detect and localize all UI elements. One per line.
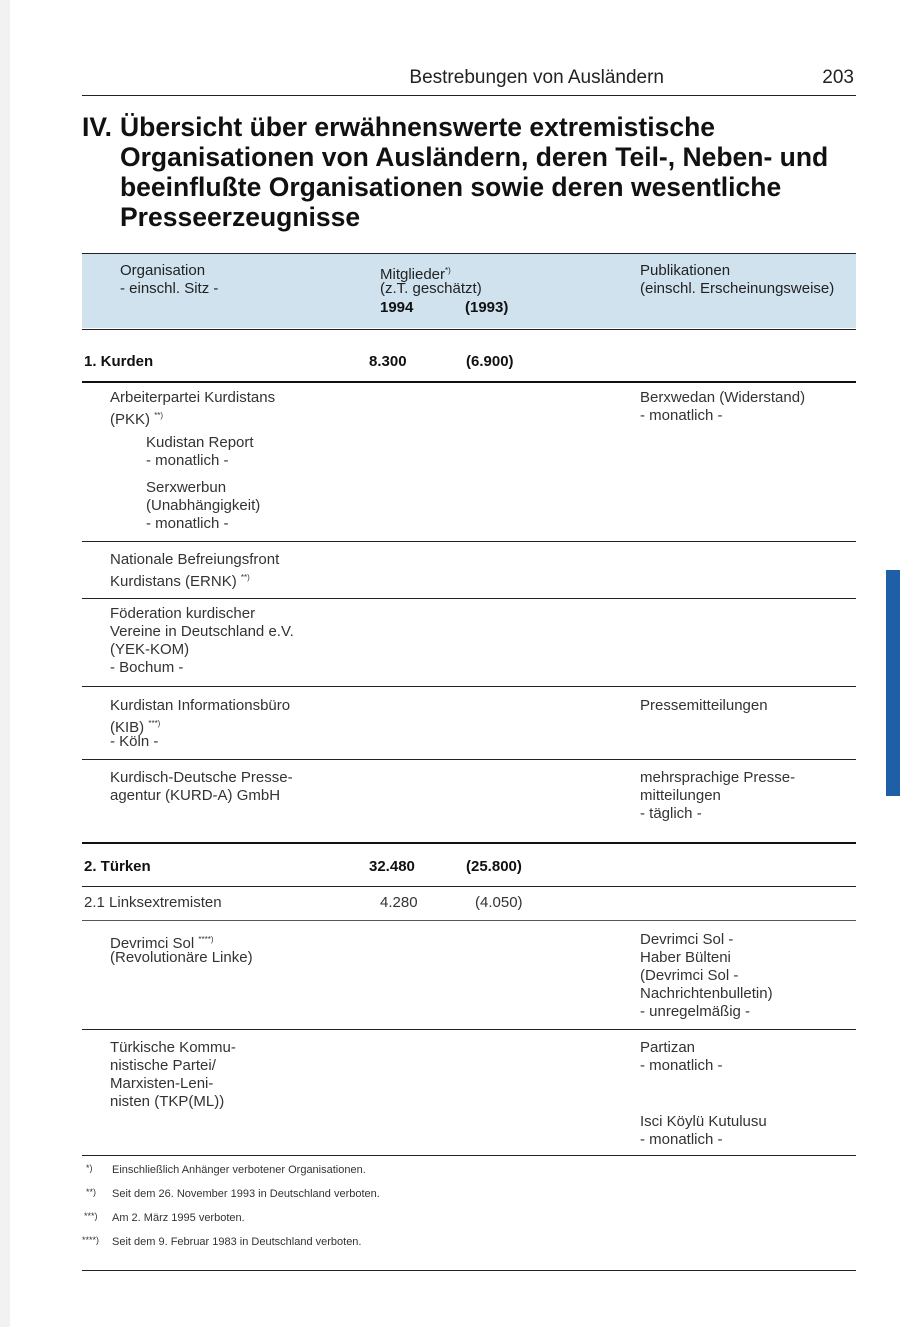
org-abbrev: Kurdistans (ERNK) [110, 573, 237, 590]
col-header-year-1993: (1993) [465, 299, 509, 316]
row-rule [82, 598, 856, 599]
org-name-cont [110, 407, 163, 429]
publication-cont: Haber Bülteni [640, 949, 731, 966]
row-rule [82, 759, 856, 760]
section-members-1994: 32.480 [369, 858, 415, 875]
org-name: Kurdistan Informationsbüro [110, 697, 291, 714]
footnote-text: Seit dem 26. November 1993 in Deutschland verboten. [112, 1188, 380, 1200]
footnote-ref: **) [240, 573, 250, 582]
publication: Isci Köylü Kutulusu [640, 1113, 767, 1130]
table-bottom-rule [82, 1155, 856, 1156]
row-rule [82, 686, 856, 687]
org-seat: - Bochum - [110, 659, 184, 676]
section-rule [82, 381, 856, 383]
publication-frequency: - monatlich - [640, 407, 723, 424]
footnote-mark: *) [86, 1163, 93, 1173]
col-header-year-1994: 1994 [380, 299, 414, 316]
subsection-title: 2.1 Linksextremisten [84, 894, 222, 911]
table-header [82, 254, 856, 328]
org-abbrev: (PKK) [110, 411, 151, 428]
sub-publication: Kudistan Report [146, 434, 254, 451]
org-name-translation: (Revolutionäre Linke) [110, 949, 253, 966]
running-title: Bestrebungen von Ausländern [409, 67, 664, 88]
publication: Partizan [640, 1039, 696, 1056]
org-name: Türkische Kommu- [110, 1039, 236, 1056]
org-name-cont: Marxisten-Leni- [110, 1075, 214, 1092]
publication-translation: (Devrimci Sol - [640, 967, 739, 984]
section-members-1993: (25.800) [466, 858, 522, 875]
sub-publication-translation: (Unabhängigkeit) [146, 497, 261, 514]
sub-publication: Serxwerbun [146, 479, 227, 496]
org-name: Föderation kurdischer [110, 605, 256, 622]
running-head-rule [82, 95, 856, 96]
org-name: Kurdisch-Deutsche Presse- [110, 769, 293, 786]
org-name-cont: agentur (KURD-A) GmbH [110, 787, 281, 804]
publication-frequency: - täglich - [640, 805, 702, 822]
footnote-mark: ***) [84, 1211, 98, 1221]
org-name-text: Devrimci Sol [110, 935, 195, 952]
chapter-heading [82, 112, 842, 237]
col-header-organisation: Organisation [120, 262, 206, 279]
subsection-rule [82, 920, 856, 921]
col-header-members-label: Mitglieder [380, 266, 446, 283]
thumb-index-tab [886, 570, 900, 796]
row-rule [82, 541, 856, 542]
publication-frequency: - monatlich - [640, 1131, 723, 1148]
section-title: 1. Kurden [84, 353, 154, 370]
org-name-cont: nistische Partei/ [110, 1057, 216, 1074]
subsection-members-1994: 4.280 [380, 894, 418, 911]
footnote-text: Einschließlich Anhänger verbotener Organisationen. [112, 1164, 366, 1176]
org-seat: - Köln - [110, 733, 159, 750]
col-header-members-sub: (z.T. geschätzt) [380, 280, 482, 297]
publication-frequency: - unregelmäßig - [640, 1003, 751, 1020]
footnote-ref: **) [154, 411, 164, 420]
publication-cont: mitteilungen [640, 787, 721, 804]
section-members-1994: 8.300 [369, 353, 407, 370]
col-header-organisation-sub: - einschl. Sitz - [120, 280, 219, 297]
org-name-cont: Vereine in Deutschland e.V. [110, 623, 294, 640]
publication: Pressemitteilungen [640, 697, 768, 714]
org-name: Nationale Befreiungsfront [110, 551, 280, 568]
footnote-mark: ****) [82, 1235, 100, 1245]
sub-publication-frequency: - monatlich - [146, 452, 229, 469]
section-rule [82, 886, 856, 887]
publication: mehrsprachige Presse- [640, 769, 796, 786]
org-name-cont [110, 569, 250, 591]
org-name-cont: nisten (TKP(ML)) [110, 1093, 225, 1110]
subsection-members-1993: (4.050) [475, 894, 523, 911]
page-bottom-rule [82, 1270, 856, 1271]
running-head [82, 67, 854, 91]
sub-publication-frequency: - monatlich - [146, 515, 229, 532]
col-header-publications-sub: (einschl. Erscheinungsweise) [640, 280, 835, 297]
footnote-text: Seit dem 9. Februar 1983 in Deutschland verboten. [112, 1236, 362, 1248]
table-header-bottom-rule [82, 329, 856, 330]
chapter-number: IV. [82, 112, 112, 142]
publication: Devrimci Sol - [640, 931, 734, 948]
org-name: Arbeiterpartei Kurdistans [110, 389, 276, 406]
footnote-text: Am 2. März 1995 verboten. [112, 1212, 245, 1224]
col-header-members-mark: *) [445, 266, 451, 275]
footnote-ref: ****) [198, 935, 214, 944]
org-abbrev: (KIB) [110, 719, 145, 736]
org-abbrev: (YEK-KOM) [110, 641, 190, 658]
publication-translation-cont: Nachrichtenbulletin) [640, 985, 773, 1002]
publication: Berxwedan (Widerstand) [640, 389, 806, 406]
footnote-ref: ***) [148, 719, 161, 728]
row-rule [82, 1029, 856, 1030]
page-number: 203 [822, 67, 854, 88]
page-edge-shadow [0, 0, 10, 1327]
col-header-publications: Publikationen [640, 262, 731, 279]
section-members-1993: (6.900) [466, 353, 514, 370]
section-rule [82, 842, 856, 844]
footnote-mark: **) [86, 1187, 97, 1197]
publication-frequency: - monatlich - [640, 1057, 723, 1074]
chapter-title: Übersicht über erwähnenswerte extremistische Organisationen von Ausländern, deren Teil-, Neben- und beeinflußte Organisationen sowie deren wesentliche Presseerzeugnisse [120, 112, 829, 232]
section-title: 2. Türken [84, 858, 151, 875]
